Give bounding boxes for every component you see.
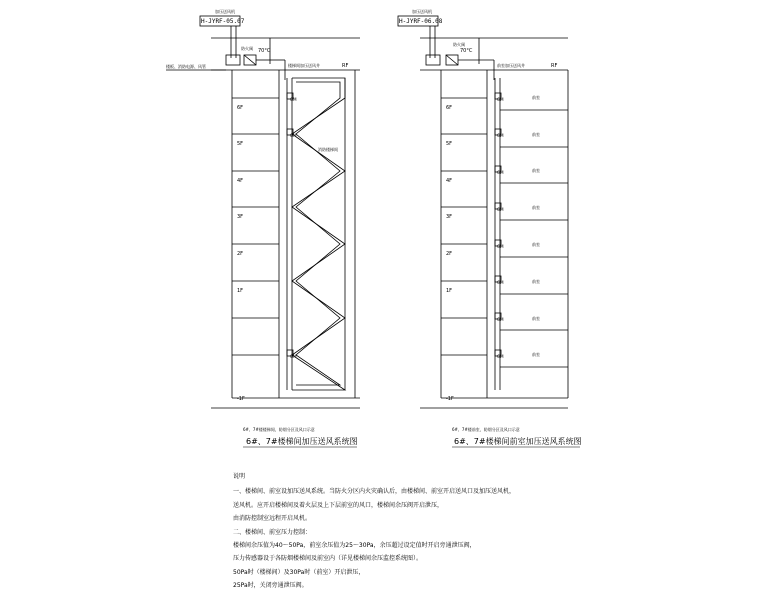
right-outlet-label: GM [497, 317, 504, 322]
right-floor-label: 2F [446, 251, 453, 257]
notes-line: 压力传感器设于各防烟楼梯间及前室内（详见楼梯间余压监控系统图）。 [233, 555, 423, 563]
left-floor-label: 2F [237, 251, 244, 257]
notes-line: 楼梯间余压值为40～50Pa，前室余压值为25～30Pa，余压超过设定值时开启旁通泄压阀， [233, 542, 476, 550]
left-floor-label: 4F [237, 178, 244, 184]
right-roof-label: RF [551, 63, 558, 69]
right-fan-icon [426, 55, 440, 65]
right-outlet-label: GM [497, 207, 504, 212]
left-outlet-label-2: GM [290, 133, 297, 138]
right-room-label: 前室 [532, 242, 540, 247]
left-equipment-tag: H-JYRF-05.07 [201, 18, 245, 25]
left-system-diagram [166, 16, 360, 408]
notes-line: 一、楼梯间、前室设加压送风系统。当防火分区内火灾确认后，由楼梯间、前室开启送风口及加压送风机， [233, 488, 516, 496]
left-roof-label: RF [342, 63, 349, 69]
left-valve-label: 防火阀 [241, 46, 253, 51]
left-floor-label: 6F [237, 105, 244, 111]
right-floor-label: 5F [446, 141, 453, 147]
right-outlet-label: GM [497, 280, 504, 285]
right-room-label: 前室 [532, 95, 540, 100]
left-outlet-label-3: GM [290, 354, 297, 359]
right-valve-label: 防火阀 [453, 42, 465, 47]
left-riser-label: 消防楼梯间 [318, 147, 338, 152]
right-room-label: 前室 [532, 205, 540, 210]
right-floor-label: -1F [446, 396, 454, 402]
right-note: 6#、7#楼前室，防烟分区及风口示意 [452, 427, 520, 432]
left-side-label: 楼板、消防电源、风管 [166, 64, 206, 69]
notes-line: 二、楼梯间、前室压力控制： [233, 528, 312, 536]
right-outlet-label: GM [497, 354, 504, 359]
left-floor-label: 3F [237, 214, 244, 220]
left-fan-label: 加压送风机 [215, 9, 235, 14]
right-floor-label: 1F [446, 288, 453, 294]
left-stair-zigzag [292, 78, 345, 390]
right-system-diagram [398, 16, 568, 408]
left-fan-icon [226, 55, 240, 65]
left-floor-slabs [232, 98, 279, 355]
right-shaft-label: 前室加压送风井 [497, 63, 525, 68]
right-temp-label: 70°C [460, 48, 473, 54]
right-text [399, 8, 582, 446]
left-floor-label: 1F [237, 288, 244, 294]
left-text [166, 8, 358, 446]
right-room-label: 前室 [532, 168, 540, 173]
right-floor-slabs [441, 98, 568, 367]
left-shaft-label: 楼梯间加压送风井 [288, 63, 320, 68]
right-outlet-label: GM [497, 170, 504, 175]
notes-line: 送风机。应开启楼梯间及着火层及上下层前室的风口，楼梯间余压阀开启泄压， [233, 501, 444, 509]
notes-line: 25Pa时，关闭旁通泄压阀。 [233, 582, 308, 590]
right-fan-label: 加压送风机 [412, 9, 432, 14]
right-title: 6#、7#楼梯间前室加压送风系统图 [454, 437, 582, 446]
right-room-label: 前室 [532, 132, 540, 137]
notes-block [233, 470, 703, 593]
right-floor-label: 3F [446, 214, 453, 220]
notes-heading: 说明 [233, 473, 246, 480]
left-floor-label: 5F [237, 141, 244, 147]
left-temp-label: 70°C [258, 48, 271, 54]
right-equipment-tag: H-JYRF-06.08 [399, 18, 443, 25]
notes-line: 50Pa时（楼梯间）及30Pa时（前室）开启泄压， [233, 568, 365, 576]
left-title: 6#、7#楼梯间加压送风系统图 [246, 437, 358, 446]
right-room-label: 前室 [532, 316, 540, 321]
notes-line: 由消防控制室远程开启风机。 [233, 515, 312, 523]
right-outlet-label: GM [497, 97, 504, 102]
right-floor-label: 4F [446, 178, 453, 184]
left-outlet-label-1: GM [290, 97, 297, 102]
right-floor-label: 6F [446, 105, 453, 111]
right-outlet-label: GM [497, 133, 504, 138]
right-outlet-label: GM [497, 244, 504, 249]
right-room-label: 前室 [532, 279, 540, 284]
left-note: 6#、7#楼楼梯间，防烟分区及风口示意 [243, 427, 315, 432]
left-floor-label: -1F [237, 396, 245, 402]
right-room-label: 前室 [532, 352, 540, 357]
